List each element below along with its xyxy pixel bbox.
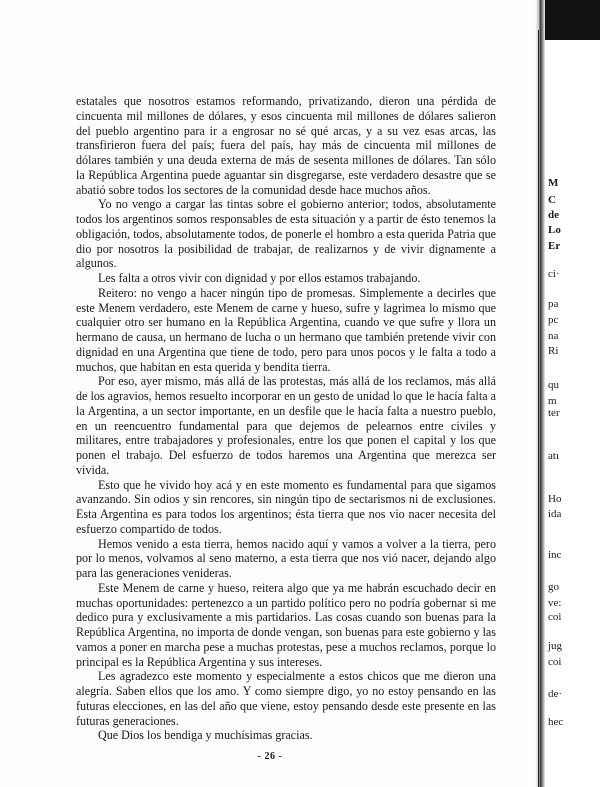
- paragraph: Esto que he vivido hoy acá y en este momento es fundamental para que sigamos avanzando. Sin odios y sin rencores, sin ningún tipo de sectarismos ni de exclusiones. Esta Argentina es para todos los argentinos; ésta tierra que nos vio nacer necesita del esfuerzo compartido de todos.: [76, 477, 496, 536]
- next-page-fragment: na: [548, 330, 559, 342]
- next-page-fragment: coi: [548, 611, 562, 623]
- next-page-fragment: C: [548, 194, 556, 206]
- next-page-fragment: pc: [548, 314, 559, 326]
- next-page-fragment: inc: [548, 549, 562, 561]
- paragraph: Por eso, ayer mismo, más allá de las protestas, más allá de los reclamos, más allá de los agravios, hemos resuelto incorporar en un gesto de unidad lo que le hacía falta a la Argentina, a un sector importante, en un desfile que le hacía falta a nuestro pueblo, en un reencuentro fundamental para que dejemos de pelearnos entre civiles y militares, entre trabajadores y profesionales, entre los que ponen el capital y los que ponen el trabajo. Del esfuerzo de todos haremos una Argentina que merezca ser vivida.: [76, 374, 496, 477]
- next-page-fragment: Er: [548, 240, 561, 252]
- next-page-fragment: Ho: [548, 493, 562, 505]
- next-page-fragment: ida: [548, 508, 562, 520]
- next-page-fragment: pa: [548, 298, 559, 310]
- next-page-fragment: ci·: [548, 268, 560, 280]
- paragraph: Hemos venido a esta tierra, hemos nacido aquí y vamos a volver a la tierra, pero por lo menos, volvamos al seno materno, a esta tierra que nos vió nacer, dejando algo para las generaciones venideras.: [76, 536, 496, 580]
- page-number: - 26 -: [257, 751, 283, 762]
- paragraph: Que Dios los bendiga y muchísimas gracias.: [98, 728, 313, 743]
- paragraph: Este Menem de carne y hueso, reitera algo que ya me habrán escuchado decir en muchas oportunidades: pertenezco a un partido político pero no podría gobernar si me dedico pura y exclusivamente a mis partidarios. Las cosas cuando son buenas para la República Argentina, no importa de donde vengan, son buenas para este gobierno y las vamos a poner en marcha pese a muchas protestas, pese a muchos reclamos, porque lo principal es la República Argentina y sus intereses.: [76, 580, 496, 669]
- next-page-fragment: m: [548, 395, 557, 407]
- paragraph: Yo no vengo a cargar las tintas sobre el gobierno anterior; todos, absolutamente todos los argentinos somos responsables de esta situación y a partir de ésto tenemos la obligación, todos, absolutamente todos, de ponerle el hombro a esta querida Patria que dio por nosotros la posibilidad de trabajar, de realizarnos y de vivir dignamente a algunos.: [76, 197, 496, 271]
- next-page-fragment: go: [548, 581, 559, 593]
- next-page-fragment: Ri: [548, 345, 559, 357]
- next-page-fragment: qu: [548, 379, 559, 391]
- book-spine-line: [538, 30, 539, 787]
- book-page-right-edge: [545, 0, 600, 787]
- next-page-fragment: de·: [548, 688, 563, 700]
- next-page-fragment: Lo: [548, 224, 561, 236]
- paragraph: Les falta a otros vivir con dignidad y por ellos estamos trabajando.: [98, 271, 421, 285]
- next-page-fragment: M: [548, 177, 559, 189]
- next-page-fragment: jug: [548, 640, 563, 652]
- speech-text: [76, 94, 496, 743]
- next-page-fragment: hec: [548, 716, 564, 728]
- next-page-fragment: atı: [548, 450, 559, 462]
- paragraph: Les agradezco este momento y especialmente a estos chicos que me dieron una alegría. Saben ellos que los amo. Y como siempre digo, yo no estoy pensando en las futuras elecciones, en las del año que viene, estoy pensando desde este presente en las futuras generaciones.: [76, 669, 496, 728]
- paragraph: estatales que nosotros estamos reformando, privatizando, dieron una pérdida de cincuenta mil millones de dólares, y esos cincuenta mil millones de dólares salieron del pueblo argentino para ir a engrosar no sé qué arcas, y a su vez esas arcas, las transfirieron fuera del país; fuera del país, hay más de cincuenta mil millones de dólares también y una deuda externa de más de sesenta millones de dólares. Tan sólo la República Argentina puede aguantar sin disgregarse, este verdadero desastre que se abatió sobre todos los sectores de la comunidad desde hace muchos años.: [76, 94, 496, 197]
- paragraph: Reitero: no vengo a hacer ningún tipo de promesas. Simplemente a decirles que este Menem verdadero, este Menem de carne y hueso, sufre y lagrimea lo mismo que cualquier otro ser humano en la República Argentina, cuando ve que sufre y llora un hermano de causa, un hermano de lucha o un hermano que también pretende vivir con dignidad en una Argentina que tiene de todo, pero para unos pocos y le falta a todo a muchos, que habitan en esta querida y bendita tierra.: [76, 285, 496, 374]
- next-page-fragment: de: [548, 209, 559, 221]
- scan-corner-shadow: [545, 0, 600, 40]
- next-page-fragment: ter: [548, 407, 560, 419]
- book-spine-shadow: [535, 0, 545, 787]
- next-page-fragment: ve:: [548, 597, 562, 609]
- next-page-fragment: coi: [548, 656, 562, 668]
